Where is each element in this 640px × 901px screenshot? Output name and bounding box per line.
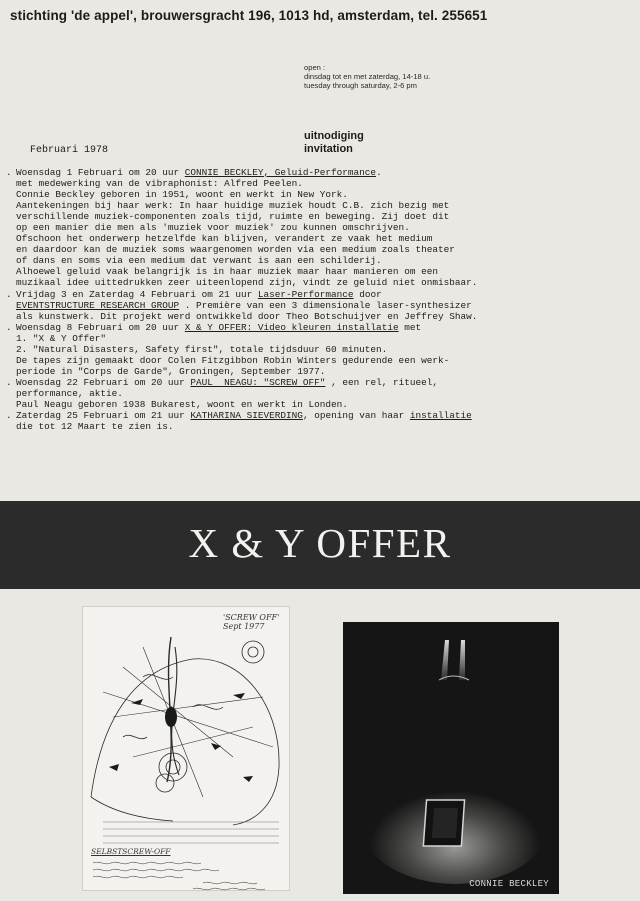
text-segment: . Première van een 3 dimensionale laser-synthesizer bbox=[179, 299, 472, 311]
text-segment: De tapes zijn gemaakt door Colen Fitzgibbon Robin Winters gedurende een werk- bbox=[16, 354, 450, 366]
program-text-line bbox=[6, 222, 636, 233]
text-segment: , opening van haar bbox=[302, 410, 410, 422]
sketch-image bbox=[82, 606, 290, 891]
text-segment: door bbox=[353, 288, 382, 300]
date-heading: Februari 1978 bbox=[30, 145, 109, 156]
event-title: Laser-Performance bbox=[257, 288, 354, 300]
text-segment: Woensdag 22 Februari om 20 uur bbox=[16, 376, 191, 388]
program-text-line bbox=[6, 211, 636, 222]
program-text-line bbox=[6, 266, 636, 277]
opening-hours bbox=[304, 63, 430, 90]
text-segment: muzikaal idee uittedrukken zeer uiteenlopend zijn, vindt ze geluid niet onmisbaar. bbox=[16, 277, 478, 289]
program-text-line bbox=[6, 388, 636, 399]
program-entry-line bbox=[6, 322, 636, 333]
program-text-line bbox=[6, 300, 636, 311]
text-segment: Paul Neagu geboren 1938 Bukarest, woont en werkt in Londen. bbox=[16, 398, 348, 410]
text-segment: verschillende muziek-componenten zoals tijd, ruimte en beweging. Zij doet dit bbox=[16, 211, 450, 223]
program-text-line bbox=[6, 366, 636, 377]
text-segment: op een manier die men als 'muziek voor muziek' zou kunnen omschrijven. bbox=[16, 222, 410, 234]
program-text-line bbox=[6, 178, 636, 189]
header-address: stichting 'de appel', brouwersgracht 196, 1013 hd, amsterdam, tel. 255651 bbox=[10, 8, 488, 23]
text-segment: als kunstwerk. Dit projekt werd ontwikkeld door Theo Botschuijver en Jeffrey Shaw. bbox=[16, 310, 478, 322]
event-title: PAUL NEAGU: "SCREW OFF" bbox=[190, 376, 326, 388]
event-title: EVENTSTRUCTURE RESEARCH GROUP bbox=[16, 299, 180, 311]
program-entry-line bbox=[6, 167, 636, 178]
bullet-marker: . bbox=[6, 410, 12, 422]
invitation-dutch: uitnodiging bbox=[304, 130, 364, 142]
text-segment: Woensdag 8 Februari om 20 uur bbox=[16, 321, 185, 333]
photo-caption: CONNIE BECKLEY bbox=[469, 879, 549, 889]
text-segment: met medewerking van de vibraphonist: Alfred Peelen. bbox=[16, 178, 303, 190]
performance-photo bbox=[343, 622, 559, 894]
text-segment: Alhoewel geluid vaak belangrijk is in haar muziek maar haar manieren om een bbox=[16, 266, 438, 278]
program-text-line bbox=[6, 233, 636, 244]
program-text-line bbox=[6, 189, 636, 200]
text-segment: Ofschoon het onderwerp hetzelfde kan blijven, verandert ze vaak het medium bbox=[16, 233, 433, 245]
program-text-line bbox=[6, 311, 636, 322]
event-title: installatie bbox=[409, 410, 472, 422]
text-segment: en daardoor kan de muziek soms waargenomen worden via een medium zoals theater bbox=[16, 244, 455, 256]
event-title: CONNIE BECKLEY, Geluid-Performance bbox=[184, 167, 377, 178]
event-title: X & Y OFFER: Video kleuren installatie bbox=[184, 321, 399, 333]
program-text-line bbox=[6, 255, 636, 266]
invitation-english: invitation bbox=[304, 142, 353, 155]
program-text-line bbox=[6, 277, 636, 288]
program-text-line bbox=[6, 355, 636, 366]
program-text-line bbox=[6, 244, 636, 255]
text-segment: Zaterdag 25 Februari om 21 uur bbox=[16, 410, 191, 422]
program-text-line bbox=[6, 200, 636, 211]
text-segment: Woensdag 1 Februari om 20 uur bbox=[16, 167, 185, 178]
program-text-line bbox=[6, 344, 636, 355]
sketch-bottom-caption: SELBSTSCREW-OFF bbox=[91, 847, 171, 856]
sketch-top-caption: 'SCREW OFF' Sept 1977 bbox=[223, 613, 280, 631]
opening-hours-dutch: dinsdag tot en met zaterdag, 14-18 u. bbox=[304, 72, 431, 81]
event-title: KATHARINA SIEVERDING bbox=[190, 410, 303, 422]
text-segment: 2. "Natural Disasters, Safety first", totale tijdsduur 60 minuten. bbox=[16, 343, 388, 355]
opening-hours-label: open : bbox=[304, 63, 326, 72]
text-segment: periode in "Corps de Garde", Groningen, September 1977. bbox=[16, 365, 326, 377]
text-segment: Aantekeningen bij haar werk: In haar huidige muziek houdt C.B. zich bezig met bbox=[16, 200, 450, 212]
program-text-line bbox=[6, 333, 636, 344]
text-segment: performance, aktie. bbox=[16, 387, 123, 399]
bullet-marker: . bbox=[6, 321, 12, 333]
program-entry-line bbox=[6, 289, 636, 300]
bullet-marker: . bbox=[6, 376, 12, 388]
text-segment: met bbox=[398, 321, 422, 333]
program-entry-line bbox=[6, 377, 636, 388]
bullet-marker: . bbox=[6, 167, 12, 178]
text-segment: Vrijdag 3 en Zaterdag 4 Februari om 21 uur bbox=[16, 288, 258, 300]
invitation-heading bbox=[304, 130, 364, 155]
title-banner bbox=[0, 501, 640, 589]
text-segment: , een rel, ritueel, bbox=[325, 376, 438, 388]
program-entry-line bbox=[6, 410, 636, 421]
text-segment: Connie Beckley geboren in 1951, woont en werkt in New York. bbox=[16, 189, 348, 201]
text-segment: die tot 12 Maart te zien is. bbox=[16, 421, 174, 433]
text-segment: . bbox=[376, 167, 382, 178]
bullet-marker: . bbox=[6, 288, 12, 300]
photo-drawing bbox=[343, 622, 559, 894]
banner-title: X & Y OFFER bbox=[188, 520, 452, 566]
text-segment: of dans en soms via een medium dat verwant is aan een schilderij. bbox=[16, 255, 382, 267]
opening-hours-english: tuesday through saturday, 2-6 pm bbox=[304, 81, 417, 90]
sketch-handwriting bbox=[83, 857, 289, 897]
program-text-line bbox=[6, 421, 636, 432]
text-segment: 1. "X & Y Offer" bbox=[16, 332, 107, 344]
program-text bbox=[6, 167, 636, 432]
program-text-line bbox=[6, 399, 636, 410]
